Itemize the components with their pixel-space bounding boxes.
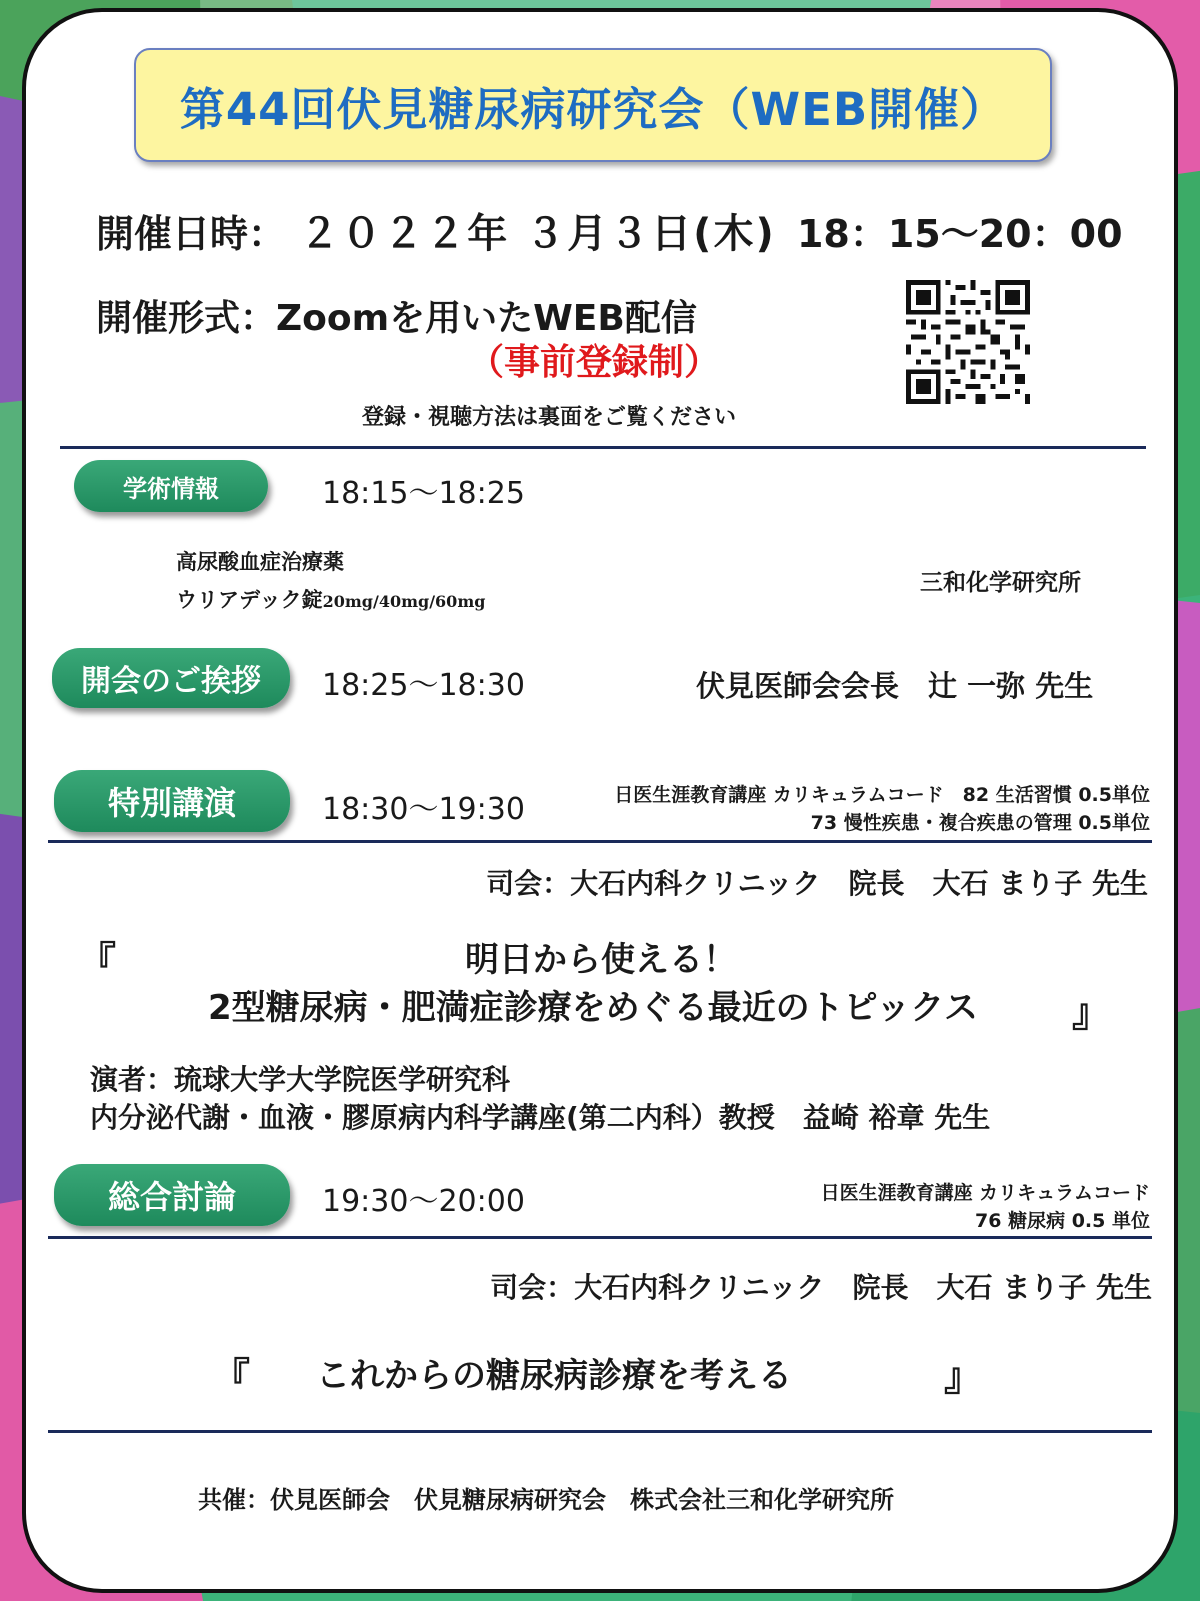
company-name: 三和化学研究所 (920, 570, 1081, 596)
discussion-credit-1: 日医生涯教育講座 カリキュラムコード (820, 1182, 1150, 1204)
divider (60, 446, 1146, 449)
cohost-footer: 共催：伏見医師会 伏見糖尿病研究会 株式会社三和化学研究所 (198, 1486, 894, 1514)
discussion-title: これからの糖尿病診療を考える (316, 1356, 792, 1396)
drug-dose: 20mg/40mg/60mg (322, 592, 486, 611)
format-label: 開催形式： (96, 298, 277, 339)
discussion-time: 19:30〜20:00 (322, 1184, 525, 1219)
divider (48, 840, 1152, 843)
open-bracket: 『 (78, 939, 117, 983)
pill-academic-info (74, 460, 268, 512)
pill-special-lecture (54, 770, 290, 832)
special-credit-2: 73 慢性疾患・複合疾患の管理 0.5単位 (810, 812, 1150, 834)
open-bracket: 『 (212, 1355, 251, 1399)
drug-name: ウリアデック錠 (176, 588, 323, 612)
lecture-title-1: 明日から使える！ (465, 940, 737, 980)
event-datetime (96, 202, 1123, 259)
discussion-credit-2: 76 糖尿病 0.5 単位 (975, 1210, 1150, 1232)
close-bracket: 』 (944, 1355, 983, 1399)
pill-special-label: 特別講演 (107, 784, 236, 822)
lecture-title-2: 2型糖尿病・肥満症診療をめぐる最近のトピックス (208, 988, 978, 1028)
registration-instructions: 登録・視聴方法は裏面をご覧ください (362, 405, 737, 430)
discussion-chair: 司会：大石内科クリニック 院長 大石 まり子 先生 (490, 1271, 1152, 1304)
datetime-time: 18：15〜20：00 (796, 212, 1123, 256)
preregistration-note: （事前登録制） (468, 342, 721, 383)
pill-discussion-label: 総合討論 (107, 1178, 236, 1216)
special-credit-1: 日医生涯教育講座 カリキュラムコード 82 生活習慣 0.5単位 (614, 784, 1150, 806)
flyer-card (22, 8, 1178, 1593)
format-value: Zoomを用いたWEB配信 (276, 298, 697, 339)
datetime-label: 開催日時： (96, 212, 287, 256)
pill-opening-label: 開会のご挨拶 (81, 664, 261, 699)
title-banner (134, 48, 1052, 162)
divider (48, 1236, 1152, 1239)
divider (48, 1430, 1152, 1433)
academic-time: 18:15〜18:25 (322, 476, 525, 511)
speaker-name: 内分泌代謝・血液・膠原病内科学講座(第二内科）教授 益崎 裕章 先生 (90, 1101, 991, 1134)
page-title: 第44回伏見糖尿病研究会（WEB開催） (179, 82, 1007, 136)
speaker-affiliation: 演者：琉球大学大学院医学研究科 (90, 1063, 511, 1096)
pill-general-discussion (54, 1164, 290, 1226)
opening-time: 18:25〜18:30 (322, 668, 525, 703)
pill-academic-label: 学術情報 (123, 474, 219, 503)
datetime-date: ２０２２年 ３月３日(木) (299, 211, 776, 257)
pill-opening (52, 648, 290, 708)
close-bracket: 』 (1072, 991, 1111, 1035)
special-chair: 司会：大石内科クリニック 院長 大石 まり子 先生 (486, 867, 1148, 900)
drug-category: 高尿酸血症治療薬 (176, 550, 344, 574)
special-time: 18:30〜19:30 (322, 792, 525, 827)
opening-speaker: 伏見医師会会長 辻 一弥 先生 (696, 669, 1094, 703)
qr-code-icon[interactable] (906, 280, 1030, 404)
drug-name-line (176, 584, 485, 614)
